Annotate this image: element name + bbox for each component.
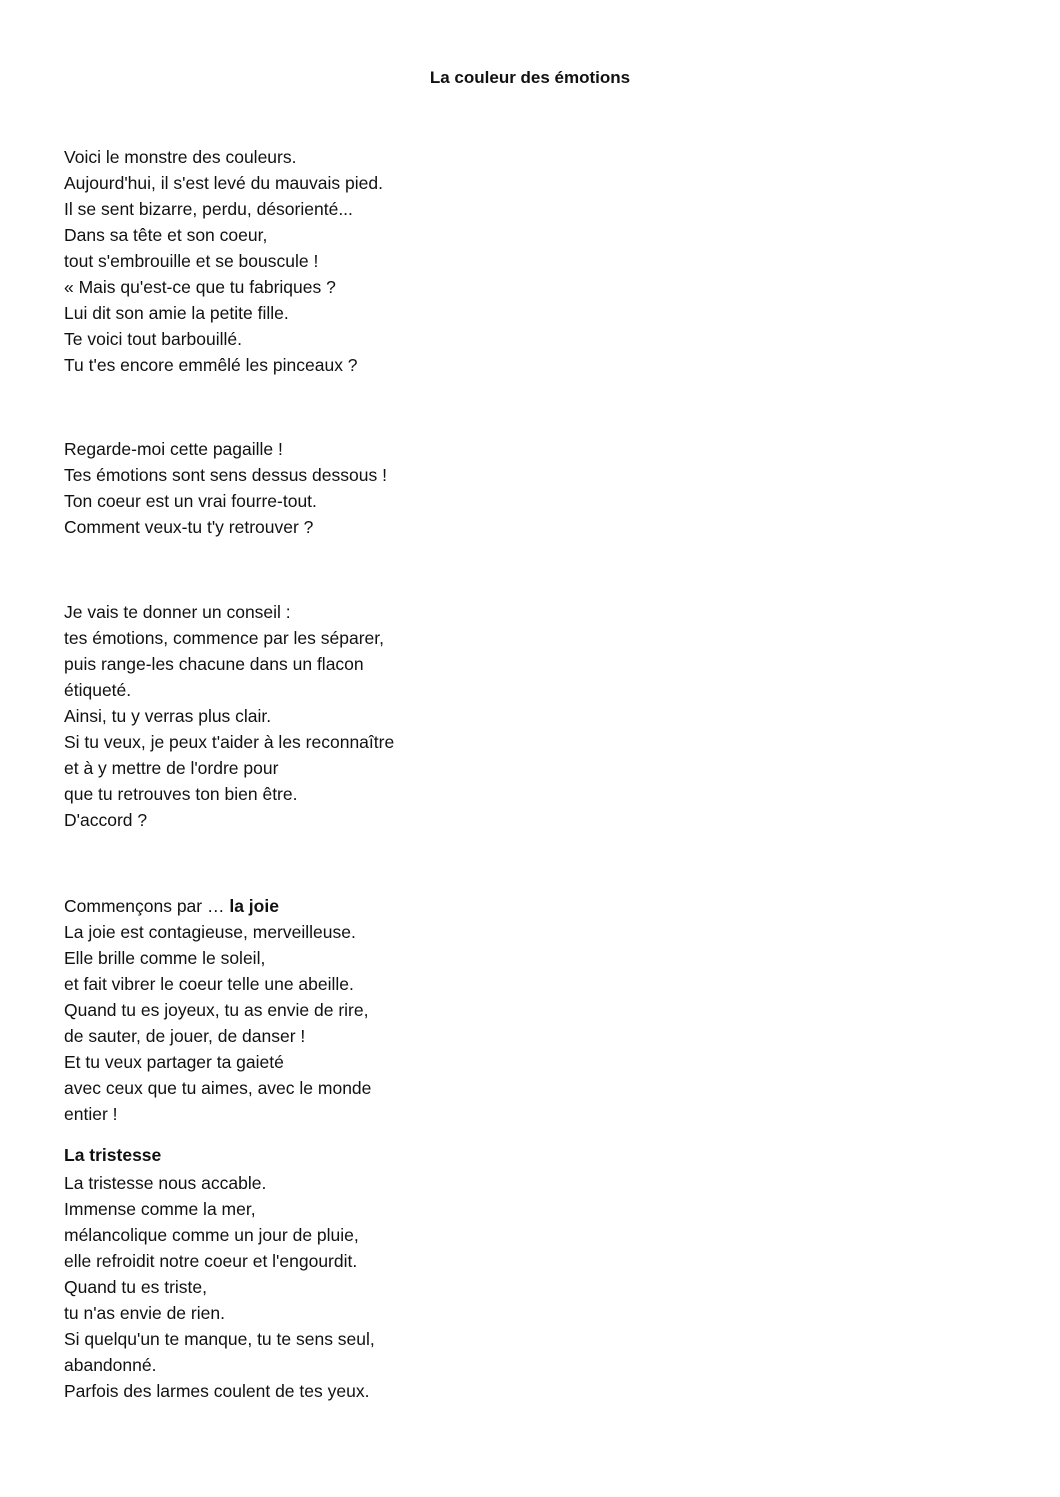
poem-line: et fait vibrer le coeur telle une abeille.: [64, 974, 354, 994]
poem-line: Regarde-moi cette pagaille !: [64, 439, 283, 459]
poem-line: abandonné.: [64, 1355, 157, 1375]
poem-line: Si tu veux, je peux t'aider à les reconnaître: [64, 732, 395, 752]
joie-intro-line: [64, 893, 524, 919]
stanza-conseil: [64, 599, 524, 833]
poem-line: La joie est contagieuse, merveilleuse.: [64, 922, 356, 942]
poem-line: Ainsi, tu y verras plus clair.: [64, 706, 272, 726]
poem-line: Immense comme la mer,: [64, 1199, 256, 1219]
document-title: La couleur des émotions: [429, 68, 631, 87]
poem-line: Ton coeur est un vrai fourre-tout.: [64, 491, 317, 511]
poem-line: Et tu veux partager ta gaieté: [64, 1052, 284, 1072]
poem-line: Te voici tout barbouillé.: [64, 329, 243, 349]
poem-line: entier !: [64, 1104, 118, 1124]
poem-line: Tu t'es encore emmêlé les pinceaux ?: [64, 355, 358, 375]
stanza-intro: [64, 144, 524, 378]
stanza-pagaille: [64, 436, 524, 540]
poem-line: avec ceux que tu aimes, avec le monde: [64, 1078, 372, 1098]
stanza-tristesse: [64, 1142, 524, 1404]
poem-line: Tes émotions sont sens dessus dessous !: [64, 465, 387, 485]
poem-line: Elle brille comme le soleil,: [64, 948, 266, 968]
poem-line: tes émotions, commence par les séparer,: [64, 628, 385, 648]
poem-line: Je vais te donner un conseil :: [64, 602, 291, 622]
poem-line: Si quelqu'un te manque, tu te sens seul,: [64, 1329, 375, 1349]
poem-line: Comment veux-tu t'y retrouver ?: [64, 517, 314, 537]
poem-line: Il se sent bizarre, perdu, désorienté...: [64, 199, 353, 219]
poem-line: mélancolique comme un jour de pluie,: [64, 1225, 359, 1245]
poem-line: tu n'as envie de rien.: [64, 1303, 225, 1323]
poem-line: La tristesse nous accable.: [64, 1173, 267, 1193]
poem-line: Lui dit son amie la petite fille.: [64, 303, 289, 323]
poem-line: étiqueté.: [64, 680, 132, 700]
poem-line: Voici le monstre des couleurs.: [64, 147, 297, 167]
poem-line: Dans sa tête et son coeur,: [64, 225, 268, 245]
poem-line: Quand tu es joyeux, tu as envie de rire,: [64, 1000, 369, 1020]
poem-line: D'accord ?: [64, 810, 148, 830]
poem-line: elle refroidit notre coeur et l'engourdit.: [64, 1251, 358, 1271]
poem-line: puis range-les chacune dans un flacon: [64, 654, 364, 674]
poem-line: tout s'embrouille et se bouscule !: [64, 251, 319, 271]
poem-line: de sauter, de jouer, de danser !: [64, 1026, 306, 1046]
poem-line: que tu retrouves ton bien être.: [64, 784, 298, 804]
joie-intro-text: Commençons par …: [64, 896, 230, 916]
poem-line: « Mais qu'est-ce que tu fabriques ?: [64, 277, 336, 297]
poem-line: et à y mettre de l'ordre pour: [64, 758, 279, 778]
joie-heading: la joie: [229, 896, 279, 916]
poem-line: Quand tu es triste,: [64, 1277, 207, 1297]
tristesse-heading: La tristesse: [64, 1145, 162, 1165]
poem-line: Aujourd'hui, il s'est levé du mauvais pied.: [64, 173, 383, 193]
poem-line: Parfois des larmes coulent de tes yeux.: [64, 1381, 370, 1401]
stanza-joie: [64, 893, 524, 1127]
